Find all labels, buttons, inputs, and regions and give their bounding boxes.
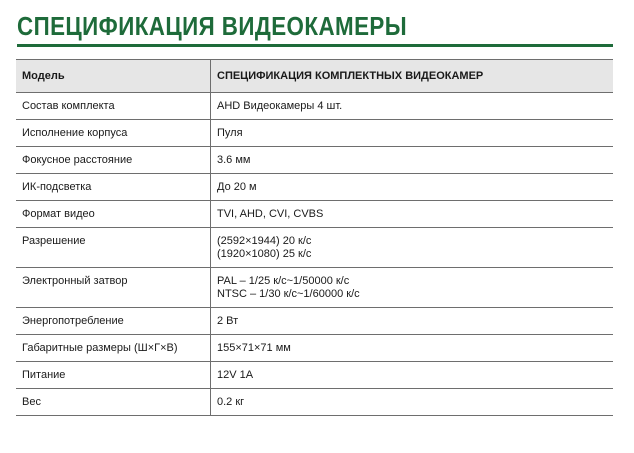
row-value-line: 3.6 мм bbox=[217, 154, 251, 166]
row-value bbox=[211, 174, 614, 201]
table-row bbox=[16, 174, 613, 201]
row-label: Питание bbox=[16, 362, 211, 389]
row-value-line: AHD Видеокамеры 4 шт. bbox=[217, 100, 343, 112]
row-value bbox=[211, 120, 614, 147]
row-value bbox=[211, 147, 614, 174]
table-row bbox=[16, 93, 613, 120]
table-row bbox=[16, 268, 613, 308]
row-label: Вес bbox=[16, 389, 211, 416]
row-label: Электронный затвор bbox=[16, 268, 211, 308]
row-value-line: NTSC – 1/30 к/с~1/60000 к/с bbox=[217, 288, 360, 300]
row-value-line: 12V 1A bbox=[217, 369, 254, 381]
spec-table-body bbox=[16, 93, 613, 416]
header-model: Модель bbox=[16, 60, 211, 93]
row-value-line: PAL – 1/25 к/с~1/50000 к/с bbox=[217, 275, 350, 287]
header-spec: СПЕЦИФИКАЦИЯ КОМПЛЕКТНЫХ ВИДЕОКАМЕР bbox=[211, 60, 614, 93]
row-value-line: До 20 м bbox=[217, 181, 257, 193]
page-title: СПЕЦИФИКАЦИЯ ВИДЕОКАМЕРЫ bbox=[17, 11, 408, 41]
row-value-line: 2 Вт bbox=[217, 315, 239, 327]
row-value bbox=[211, 308, 614, 335]
row-value bbox=[211, 362, 614, 389]
row-value bbox=[211, 201, 614, 228]
row-value-line: 155×71×71 мм bbox=[217, 342, 291, 354]
row-value-line: Пуля bbox=[217, 127, 243, 139]
row-label: Состав комплекта bbox=[16, 93, 211, 120]
row-value bbox=[211, 335, 614, 362]
row-label: Габаритные размеры (Ш×Г×В) bbox=[16, 335, 211, 362]
table-row bbox=[16, 389, 613, 416]
table-row bbox=[16, 228, 613, 268]
row-label: Исполнение корпуса bbox=[16, 120, 211, 147]
row-label: Фокусное расстояние bbox=[16, 147, 211, 174]
row-value-line: TVI, AHD, CVI, CVBS bbox=[217, 208, 324, 220]
row-label: Разрешение bbox=[16, 228, 211, 268]
row-value-line: (1920×1080) 25 к/с bbox=[217, 248, 312, 260]
table-row bbox=[16, 362, 613, 389]
table-row bbox=[16, 308, 613, 335]
table-header-row bbox=[16, 60, 613, 93]
row-value-line: (2592×1944) 20 к/с bbox=[217, 235, 312, 247]
row-value bbox=[211, 268, 614, 308]
row-label: Формат видео bbox=[16, 201, 211, 228]
spec-table bbox=[16, 59, 613, 416]
table-row bbox=[16, 201, 613, 228]
row-label: Энергопотребление bbox=[16, 308, 211, 335]
row-label: ИК-подсветка bbox=[16, 174, 211, 201]
row-value bbox=[211, 93, 614, 120]
row-value bbox=[211, 389, 614, 416]
table-row bbox=[16, 335, 613, 362]
table-row bbox=[16, 120, 613, 147]
table-row bbox=[16, 147, 613, 174]
title-underline bbox=[17, 44, 613, 47]
row-value-line: 0.2 кг bbox=[217, 396, 245, 408]
row-value bbox=[211, 228, 614, 268]
